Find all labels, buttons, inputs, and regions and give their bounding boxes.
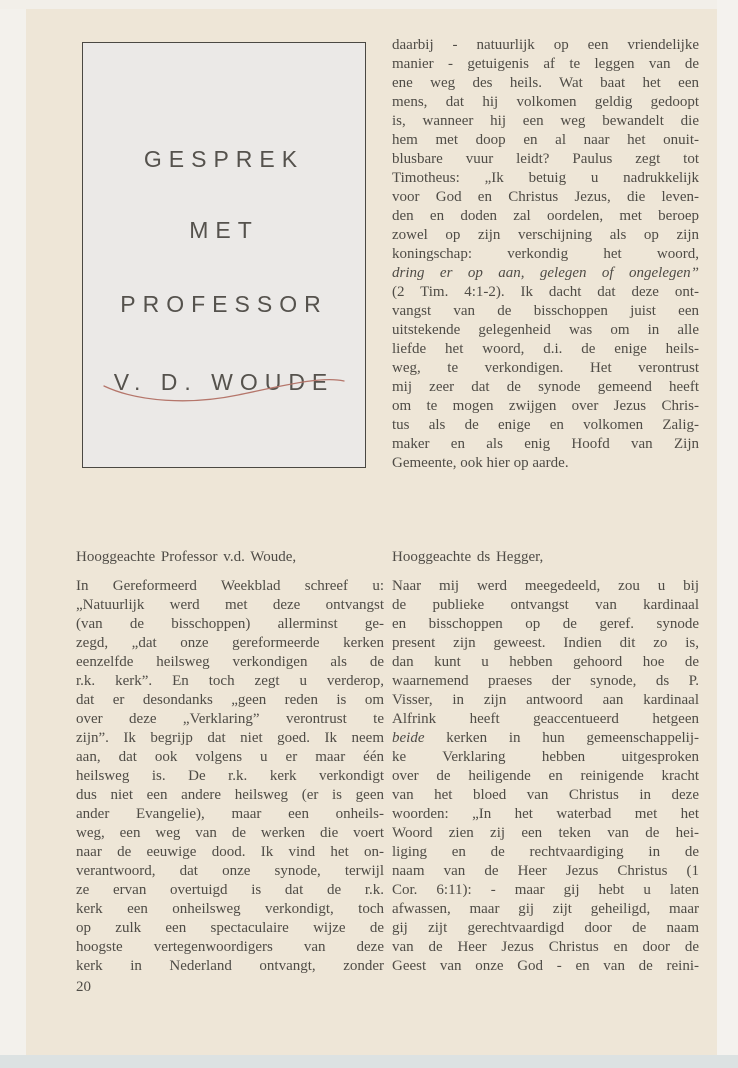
text-line: op zulk een spectaculaire wijze de [76,920,384,936]
text-line: zijn”. Ik begrijp dat niet goed. Ik neem [76,730,384,746]
text-line: r.k. kerk”. En toch zegt u verderop, [76,673,384,689]
text-line: liefde het woord, d.i. de enige heils- [392,341,699,357]
text-line: en bisschoppen op de geref. synode [392,616,699,632]
title-line: PROFESSOR [120,291,328,317]
text-line: uitstekende gelegenheid was om in alle [392,322,699,338]
text-line: Timotheus: „Ik betuig u nadrukkelijk [392,170,699,186]
text-line: beide kerken in hun gemeenschappelij- [392,730,699,746]
text-line: vangst van de bisschoppen juist een [392,303,699,319]
text-line: van het bloed van Christus in deze [392,787,699,803]
text-line: Visser, in zijn antwoord aan kardinaal [392,692,699,708]
text-line: over de heiligende en reinigende kracht [392,768,699,784]
flourish-underline-icon [98,374,350,410]
column-right-body-text [392,577,699,976]
text-line: eenzelfde heilsweg verkondigen als de [76,654,384,670]
text-line: afwassen, maar gij zijt geheiligd, maar [392,901,699,917]
text-line: dus niet een andere heilsweg (er is geen [76,787,384,803]
text-line: dring er op aan, gelegen of ongelegen” [392,265,699,281]
title-line: GESPREK [143,146,305,172]
text-line: woorden: „In het waterbad met het [392,806,699,822]
text-line: aan, dat ook volgens u er maar één [76,749,384,765]
text-line: ke Verklaring hebben uitgesproken [392,749,699,765]
scan-edge-bottom [0,1055,738,1068]
text-line: voor God en Christus Jezus, die leven- [392,189,699,205]
title-line: V. D. WOUDE [113,369,335,395]
text-line: waarnemend praeses der synode, ds P. [392,673,699,689]
text-line: zegd, „dat onze gereformeerde kerken [76,635,384,651]
text-line: In Gereformeerd Weekblad schreef u: [76,578,384,594]
text-line: ze ervan overtuigd is dat de r.k. [76,882,384,898]
text-line: naar de eeuwige dood. Ik vind het on- [76,844,384,860]
text-line: ander Evangelie), maar een onheils- [76,806,384,822]
text-line: de publieke ontvangst van kardinaal [392,597,699,613]
text-line: mens, dat hij volkomen geldig gedoopt [392,94,699,110]
text-line: Alfrink heeft geaccentueerd hetgeen [392,711,699,727]
text-line: Cor. 6:11): - maar gij hebt u laten [392,882,699,898]
salutation-right: Hooggeachte ds Hegger, [392,549,544,565]
column-right-top-text [392,36,699,473]
scan-edge-top [0,0,738,9]
salutation-left: Hooggeachte Professor v.d. Woude, [76,549,297,565]
text-line: present zijn geweest. Indien dit zo is, [392,635,699,651]
text-line: kerk een onheilsweg verkondigt, toch [76,901,384,917]
text-line: gij zijt gerechtvaardigd door de naam [392,920,699,936]
text-line: blusbare vuur leidt? Paulus zegt tot [392,151,699,167]
text-line: is, wanneer hij een weg bewandelt die [392,113,699,129]
text-line: weg, een weg van de werken die voert [76,825,384,841]
text-line: verantwoord, dat onze synode, terwijl [76,863,384,879]
text-line: maker en als enig Hoofd van Zijn [392,436,699,452]
text-line: mij zeer dat de synode gemeend heeft [392,379,699,395]
scan-edge-left [0,0,26,1068]
text-line: dan kunt u hebben gehoord hoe de [392,654,699,670]
text-line: Geest van onze God - en van de reini- [392,958,699,974]
text-line: (van de bisschoppen) allerminst ge- [76,616,384,632]
text-line: kerk in Nederland ontvangt, zonder [76,958,384,974]
column-left-body-text [76,577,384,976]
title-line: MET [189,217,259,243]
page-number: 20 [76,979,91,995]
text-line: den en doden zal oordelen, met beroep [392,208,699,224]
text-line: (2 Tim. 4:1-2). Ik dacht dat deze ont- [392,284,699,300]
text-line: over deze „Verklaring” verontrust te [76,711,384,727]
text-line: liging en de rechtvaardiging in de [392,844,699,860]
text-line: Gemeente, ook hier op aarde. [392,455,569,471]
text-line: van de Heer Jezus Christus en door de [392,939,699,955]
text-line: koningschap: verkondig het woord, [392,246,699,262]
text-line: manier - getuigenis af te leggen van de [392,56,699,72]
text-line: Naar mij werd meegedeeld, zou u bij [392,578,699,594]
text-line: hoogste vertegenwoordigers van deze [76,939,384,955]
text-line: om te mogen zwijgen over Jezus Chris- [392,398,699,414]
text-line: hem met doop en al naar het onuit- [392,132,699,148]
text-line: Woord zien zij een teken van de hei- [392,825,699,841]
text-line: zowel op zijn verschijning als op zijn [392,227,699,243]
text-line: naam van de Heer Jezus Christus (1 [392,863,699,879]
text-line: weg, te verkondigen. Het verontrust [392,360,699,376]
scan-edge-right [717,0,738,1068]
text-line: tus als de enige en volkomen Zalig- [392,417,699,433]
text-line: daarbij - natuurlijk op een vriendelijke [392,37,699,53]
text-line: „Natuurlijk werd met deze ontvangst [76,597,384,613]
text-line: dat er desondanks „geen reden is om [76,692,384,708]
text-line: heilsweg is. De r.k. kerk verkondigt [76,768,384,784]
text-line: ene weg des heils. Wat baat het een [392,75,699,91]
